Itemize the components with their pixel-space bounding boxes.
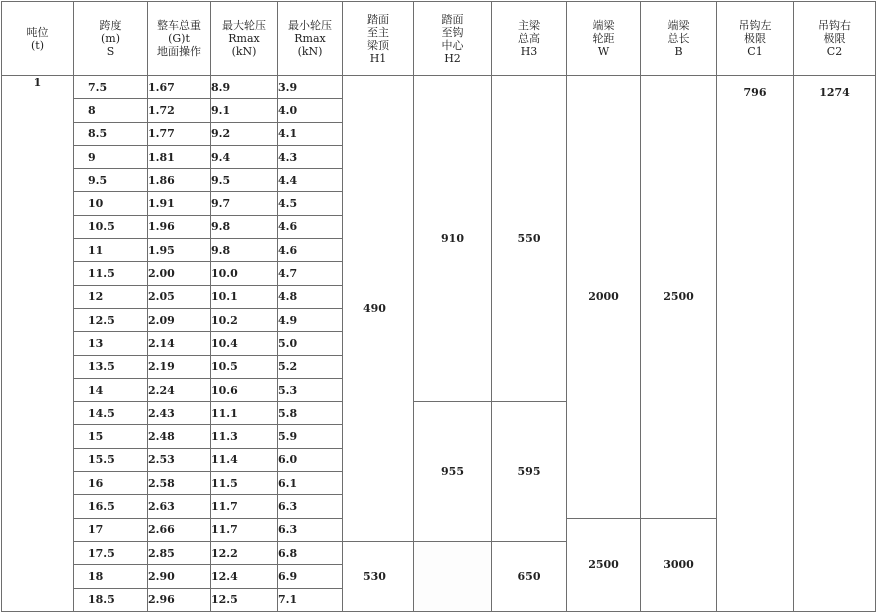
table-body — [2, 76, 876, 612]
min-pressure-cell: 5.9 — [278, 425, 343, 448]
min-pressure-cell: 4.8 — [278, 285, 343, 308]
max-pressure-cell: 9.8 — [211, 239, 278, 262]
c1-value: 796 — [717, 76, 794, 612]
weight-cell: 2.63 — [148, 495, 211, 518]
weight-cell: 2.05 — [148, 285, 211, 308]
crane-spec-table — [1, 1, 876, 612]
weight-cell: 1.72 — [148, 99, 211, 122]
h1-group-a: 490 — [343, 76, 414, 542]
span-cell: 9.5 — [74, 169, 148, 192]
max-pressure-cell: 9.8 — [211, 215, 278, 238]
span-cell: 12.5 — [74, 308, 148, 331]
weight-cell: 2.09 — [148, 308, 211, 331]
weight-cell: 2.96 — [148, 588, 211, 611]
max-pressure-cell: 12.2 — [211, 541, 278, 564]
b-group-b: 3000 — [641, 518, 717, 611]
w-group-b: 2500 — [567, 518, 641, 611]
span-cell: 7.5 — [74, 76, 148, 99]
h3-group-c: 650 — [492, 541, 567, 611]
max-pressure-cell: 11.4 — [211, 448, 278, 471]
min-pressure-cell: 4.4 — [278, 169, 343, 192]
min-pressure-cell: 4.5 — [278, 192, 343, 215]
span-cell: 18.5 — [74, 588, 148, 611]
max-pressure-cell: 8.9 — [211, 76, 278, 99]
header-h1: 踏面 至主 梁顶 H1 — [343, 2, 414, 76]
table-row — [2, 76, 876, 99]
weight-cell: 2.14 — [148, 332, 211, 355]
c2-value: 1274 — [794, 76, 876, 612]
h1-group-b: 530 — [343, 541, 414, 611]
header-w: 端梁 轮距 W — [567, 2, 641, 76]
min-pressure-cell: 5.2 — [278, 355, 343, 378]
max-pressure-cell: 12.5 — [211, 588, 278, 611]
header-c1: 吊钩左 极限 C1 — [717, 2, 794, 76]
span-cell: 16 — [74, 472, 148, 495]
min-pressure-cell: 4.6 — [278, 215, 343, 238]
weight-cell: 1.81 — [148, 145, 211, 168]
max-pressure-cell: 9.5 — [211, 169, 278, 192]
header-min-wheel-pressure: 最小轮压 Rmax (kN) — [278, 2, 343, 76]
span-cell: 9 — [74, 145, 148, 168]
min-pressure-cell: 4.0 — [278, 99, 343, 122]
w-group-a: 2000 — [567, 76, 641, 519]
min-pressure-cell: 4.9 — [278, 308, 343, 331]
weight-cell: 1.77 — [148, 122, 211, 145]
weight-cell: 1.86 — [148, 169, 211, 192]
max-pressure-cell: 10.2 — [211, 308, 278, 331]
min-pressure-cell: 5.0 — [278, 332, 343, 355]
min-pressure-cell: 6.8 — [278, 541, 343, 564]
span-cell: 13.5 — [74, 355, 148, 378]
max-pressure-cell: 10.0 — [211, 262, 278, 285]
max-pressure-cell: 9.1 — [211, 99, 278, 122]
h2-group-b: 955 — [414, 402, 492, 542]
weight-cell: 2.58 — [148, 472, 211, 495]
header-h3: 主梁 总高 H3 — [492, 2, 567, 76]
min-pressure-cell: 4.6 — [278, 239, 343, 262]
min-pressure-cell: 6.3 — [278, 518, 343, 541]
weight-cell: 2.43 — [148, 402, 211, 425]
min-pressure-cell: 6.1 — [278, 472, 343, 495]
min-pressure-cell: 4.1 — [278, 122, 343, 145]
weight-cell: 2.19 — [148, 355, 211, 378]
min-pressure-cell: 7.1 — [278, 588, 343, 611]
weight-cell: 2.90 — [148, 565, 211, 588]
span-cell: 15.5 — [74, 448, 148, 471]
header-span: 跨度 (m) S — [74, 2, 148, 76]
max-pressure-cell: 10.4 — [211, 332, 278, 355]
weight-cell: 2.24 — [148, 378, 211, 401]
min-pressure-cell: 3.9 — [278, 76, 343, 99]
weight-cell: 2.53 — [148, 448, 211, 471]
h2-group-c — [414, 541, 492, 611]
max-pressure-cell: 11.7 — [211, 518, 278, 541]
header-weight: 整车总重 (G)t 地面操作 — [148, 2, 211, 76]
weight-cell: 1.95 — [148, 239, 211, 262]
weight-cell: 1.91 — [148, 192, 211, 215]
max-pressure-cell: 11.7 — [211, 495, 278, 518]
span-cell: 13 — [74, 332, 148, 355]
span-cell: 8.5 — [74, 122, 148, 145]
span-cell: 11.5 — [74, 262, 148, 285]
span-cell: 10.5 — [74, 215, 148, 238]
span-cell: 11 — [74, 239, 148, 262]
max-pressure-cell: 10.1 — [211, 285, 278, 308]
min-pressure-cell: 5.8 — [278, 402, 343, 425]
weight-cell: 2.00 — [148, 262, 211, 285]
span-cell: 10 — [74, 192, 148, 215]
h2-group-a: 910 — [414, 76, 492, 402]
span-cell: 14 — [74, 378, 148, 401]
max-pressure-cell: 11.1 — [211, 402, 278, 425]
ton-value: 1 — [2, 76, 74, 612]
weight-cell: 2.48 — [148, 425, 211, 448]
max-pressure-cell: 9.4 — [211, 145, 278, 168]
header-ton: 吨位 (t) — [2, 2, 74, 76]
b-group-a: 2500 — [641, 76, 717, 519]
span-cell: 17.5 — [74, 541, 148, 564]
min-pressure-cell: 4.7 — [278, 262, 343, 285]
weight-cell: 2.85 — [148, 541, 211, 564]
max-pressure-cell: 9.7 — [211, 192, 278, 215]
header-h2: 踏面 至钩 中心 H2 — [414, 2, 492, 76]
min-pressure-cell: 6.0 — [278, 448, 343, 471]
min-pressure-cell: 4.3 — [278, 145, 343, 168]
max-pressure-cell: 10.5 — [211, 355, 278, 378]
max-pressure-cell: 10.6 — [211, 378, 278, 401]
span-cell: 17 — [74, 518, 148, 541]
weight-cell: 1.96 — [148, 215, 211, 238]
span-cell: 12 — [74, 285, 148, 308]
header-max-wheel-pressure: 最大轮压 Rmax (kN) — [211, 2, 278, 76]
max-pressure-cell: 11.5 — [211, 472, 278, 495]
h3-group-b: 595 — [492, 402, 567, 542]
max-pressure-cell: 12.4 — [211, 565, 278, 588]
span-cell: 16.5 — [74, 495, 148, 518]
weight-cell: 1.67 — [148, 76, 211, 99]
header-b: 端梁 总长 B — [641, 2, 717, 76]
h3-group-a: 550 — [492, 76, 567, 402]
span-cell: 8 — [74, 99, 148, 122]
span-cell: 14.5 — [74, 402, 148, 425]
span-cell: 15 — [74, 425, 148, 448]
span-cell: 18 — [74, 565, 148, 588]
header-c2: 吊钩右 极限 C2 — [794, 2, 876, 76]
max-pressure-cell: 11.3 — [211, 425, 278, 448]
min-pressure-cell: 6.3 — [278, 495, 343, 518]
weight-cell: 2.66 — [148, 518, 211, 541]
max-pressure-cell: 9.2 — [211, 122, 278, 145]
min-pressure-cell: 5.3 — [278, 378, 343, 401]
min-pressure-cell: 6.9 — [278, 565, 343, 588]
